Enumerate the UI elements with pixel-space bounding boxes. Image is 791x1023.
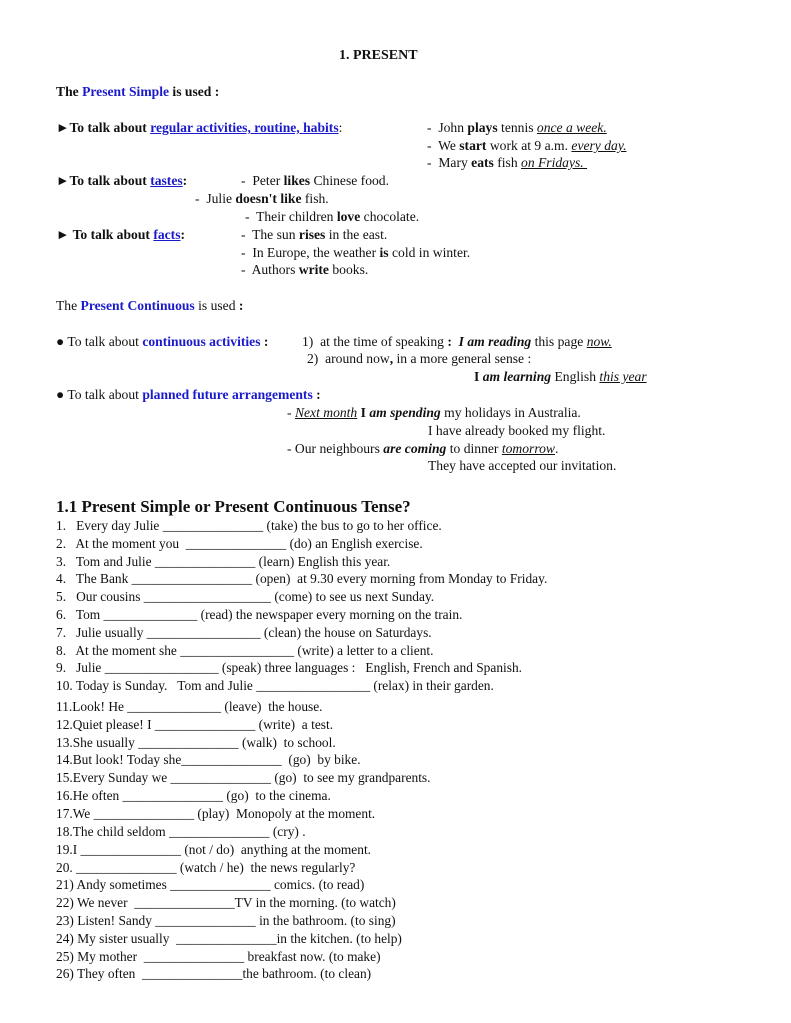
label-text: To talk about [64, 334, 143, 349]
continuous-activities-term: continuous activities [142, 334, 261, 349]
example-line [287, 440, 558, 457]
future-arrangements-term: planned future arrangements [142, 387, 313, 402]
label-colon: : [182, 173, 188, 188]
example-verb: start [459, 138, 487, 153]
time-expression: every day. [571, 138, 627, 153]
example-text: English [551, 369, 600, 384]
label-text: To talk about [69, 120, 151, 135]
example-line [241, 261, 368, 278]
example-subject: I [474, 369, 483, 384]
example-text: Chinese food. [310, 173, 390, 188]
example-line [241, 172, 389, 189]
page-title: 1. PRESENT [339, 48, 418, 63]
example-text: . [554, 441, 559, 456]
exercise-item: 24) My sister usually _______________in the kitchen. (to help) [56, 931, 402, 946]
example-verb: love [336, 209, 361, 224]
time-expression: tomorrow [501, 441, 555, 456]
example-line: They have accepted our invitation. [428, 458, 617, 473]
example-text: - Our neighbours [287, 441, 384, 456]
exercise-item: 8. At the moment she _________________ (write) a letter to a client. [56, 643, 434, 658]
example-line: I have already booked my flight. [428, 423, 606, 438]
exercise-item: 3. Tom and Julie _______________ (learn) English this year. [56, 554, 391, 569]
example-text: - We [427, 138, 460, 153]
example-text: - In Europe, the weather [241, 245, 380, 260]
present-continuous-term: Present Continuous [80, 298, 195, 313]
intro-text: The [56, 84, 83, 99]
arrow-bullet-icon: ► [56, 227, 73, 242]
example-text: - [287, 405, 295, 420]
time-expression: once a week. [536, 120, 607, 135]
circle-bullet-icon: ● [56, 387, 65, 402]
example-verb: is [379, 245, 389, 260]
intro-colon: : [238, 298, 244, 313]
example-verb: likes [283, 173, 311, 188]
example-line [427, 119, 607, 136]
exercise-item: 23) Listen! Sandy _______________ in the bathroom. (to sing) [56, 913, 396, 928]
example-text: - Their children [245, 209, 337, 224]
example-verb: doesn't like [235, 191, 302, 206]
label-colon: : [260, 334, 272, 349]
intro-text: is used : [169, 84, 220, 99]
time-expression: now. [586, 334, 612, 349]
exercise-item: 13.She usually _______________ (walk) to school. [56, 735, 336, 750]
example-line [427, 154, 587, 171]
regular-activities-label [56, 119, 342, 136]
example-text: cold in winter. [388, 245, 471, 260]
example-verb: am learning [482, 369, 552, 384]
example-text: 1) at the time of speaking [302, 334, 448, 349]
example-verb: plays [467, 120, 498, 135]
exercise-item: 9. Julie _________________ (speak) three languages : English, French and Spanish. [56, 660, 522, 675]
example-text: - John [427, 120, 468, 135]
intro-text: The [56, 298, 81, 313]
arrow-bullet-icon: ► [56, 173, 70, 188]
tastes-link: tastes [150, 173, 183, 188]
example-comma: , [389, 351, 394, 366]
tastes-label [56, 172, 187, 189]
example-line [302, 333, 612, 350]
label-text: To talk about [72, 227, 154, 242]
example-text: chocolate. [360, 209, 420, 224]
example-text [452, 334, 459, 349]
exercise-item: 7. Julie usually _________________ (clean) the house on Saturdays. [56, 625, 432, 640]
arrow-bullet-icon: ► [56, 120, 70, 135]
exercise-heading: 1.1 Present Simple or Present Continuous Tense? [56, 497, 411, 516]
example-text: - Mary [427, 155, 472, 170]
exercise-item: 2. At the moment you _______________ (do) an English exercise. [56, 536, 423, 551]
facts-label [56, 226, 185, 243]
example-verb: I am reading [458, 334, 532, 349]
exercise-item: 22) We never _______________TV in the morning. (to watch) [56, 895, 396, 910]
intro-text: is used [194, 298, 239, 313]
exercise-item: 15.Every Sunday we _______________ (go) to see my grandparents. [56, 770, 431, 785]
present-simple-term: Present Simple [82, 84, 170, 99]
example-verb: eats [471, 155, 494, 170]
example-text: fish. [301, 191, 329, 206]
exercise-item: 6. Tom ______________ (read) the newspaper every morning on the train. [56, 607, 463, 622]
circle-bullet-icon: ● [56, 334, 65, 349]
exercise-item: 20. _______________ (watch / he) the news regularly? [56, 860, 356, 875]
example-verb: are coming [383, 441, 447, 456]
example-line [287, 404, 581, 421]
exercise-item: 19.I _______________ (not / do) anything at the moment. [56, 842, 372, 857]
exercise-item: 17.We _______________ (play) Monopoly at the moment. [56, 806, 376, 821]
exercise-item: 4. The Bank __________________ (open) at 9.30 every morning from Monday to Friday. [56, 571, 548, 586]
example-verb: write [298, 262, 329, 277]
exercise-item: 21) Andy sometimes _______________ comics. (to read) [56, 877, 365, 892]
example-text: - Peter [241, 173, 284, 188]
exercise-item: 14.But look! Today she_______________ (go) by bike. [56, 752, 361, 767]
label-text: To talk about [69, 173, 151, 188]
exercise-item: 26) They often _______________the bathroom. (to clean) [56, 966, 372, 981]
example-text: this page [531, 334, 587, 349]
example-text: tennis [497, 120, 537, 135]
example-line [195, 190, 329, 207]
example-line [427, 137, 627, 154]
example-subject: I [360, 405, 370, 420]
example-line [307, 350, 531, 367]
example-text: to dinner [446, 441, 502, 456]
facts-link: facts [153, 227, 181, 242]
example-text: 2) around now [307, 351, 390, 366]
present-continuous-intro [56, 297, 243, 314]
label-colon: : [338, 120, 343, 135]
exercise-item: 1. Every day Julie _______________ (take) the bus to go to her office. [56, 518, 442, 533]
example-verb: am spending [369, 405, 441, 420]
exercise-item: 25) My mother _______________ breakfast now. (to make) [56, 949, 381, 964]
exercise-item: 5. Our cousins ___________________ (come) to see us next Sunday. [56, 589, 435, 604]
example-text: in a more general sense : [393, 351, 532, 366]
label-colon: : [180, 227, 186, 242]
label-colon: : [312, 387, 321, 402]
example-line [245, 208, 419, 225]
present-simple-intro [56, 83, 219, 100]
exercise-item: 11.Look! He ______________ (leave) the house. [56, 699, 323, 714]
time-expression: on Fridays. [521, 155, 588, 170]
label-text: To talk about [64, 387, 143, 402]
exercise-item: 12.Quiet please! I _______________ (write) a test. [56, 717, 334, 732]
example-text: my holidays in Australia. [440, 405, 581, 420]
example-text: - The sun [241, 227, 299, 242]
future-arrangements-label [56, 386, 321, 403]
example-line [474, 368, 647, 385]
example-text: in the east. [325, 227, 388, 242]
example-line [241, 244, 470, 261]
time-expression: Next month [294, 405, 358, 420]
exercise-item: 10. Today is Sunday. Tom and Julie _________________ (relax) in their garden. [56, 678, 494, 693]
example-text: - Authors [241, 262, 299, 277]
example-colon: : [447, 334, 452, 349]
continuous-activities-label [56, 333, 272, 350]
exercise-item: 18.The child seldom _______________ (cry) . [56, 824, 306, 839]
regular-activities-link: regular activities, routine, habits [150, 120, 339, 135]
example-text: fish [493, 155, 522, 170]
example-text: books. [328, 262, 369, 277]
exercise-item: 16.He often _______________ (go) to the cinema. [56, 788, 331, 803]
example-text: work at 9 a.m. [486, 138, 572, 153]
time-expression: this year [599, 369, 647, 384]
example-line [241, 226, 387, 243]
example-verb: rises [298, 227, 326, 242]
example-text: - Julie [195, 191, 236, 206]
